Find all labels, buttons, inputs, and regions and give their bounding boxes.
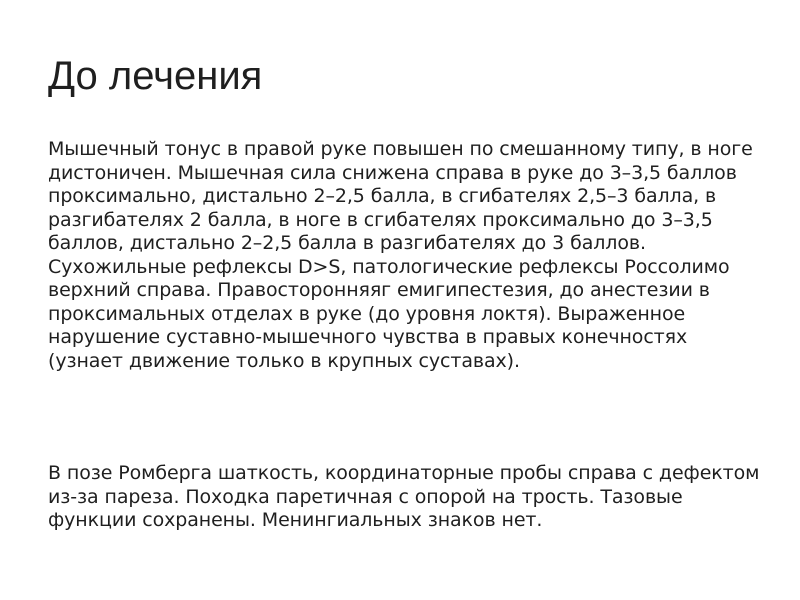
- slide-body: [48, 138, 760, 533]
- paragraph-neurological-status: Мышечный тонус в правой руке повышен по смешанному типу, в ноге дистоничен. Мышечная сила снижена справа в руке до 3–3,5 баллов проксимально, дистально 2–2,5 балла, в сгибателях 2,5–3 балла, в разгибателях 2 балла, в ноге в сгибателях проксимально до 3–3,5 баллов, дистально 2–2,5 балла в разгибателях до 3 баллов. Сухожильные рефлексы D>S, патологические рефлексы Россолимо верхний справа. Правосторонняяг емигипестезия, до анестезии в проксимальных отделах в руке (до уровня локтя). Выраженное нарушение суставно-мышечного чувства в правых конечностях (узнает движение только в крупных суставах).: [48, 138, 753, 372]
- paragraph-coordination-status: В позе Ромберга шаткость, координаторные пробы справа с дефектом из-за пареза. Походка паретичная с опорой на трость. Тазовые функции сохранены. Менингиальных знаков нет.: [48, 462, 760, 531]
- slide-title: До лечения: [48, 54, 263, 98]
